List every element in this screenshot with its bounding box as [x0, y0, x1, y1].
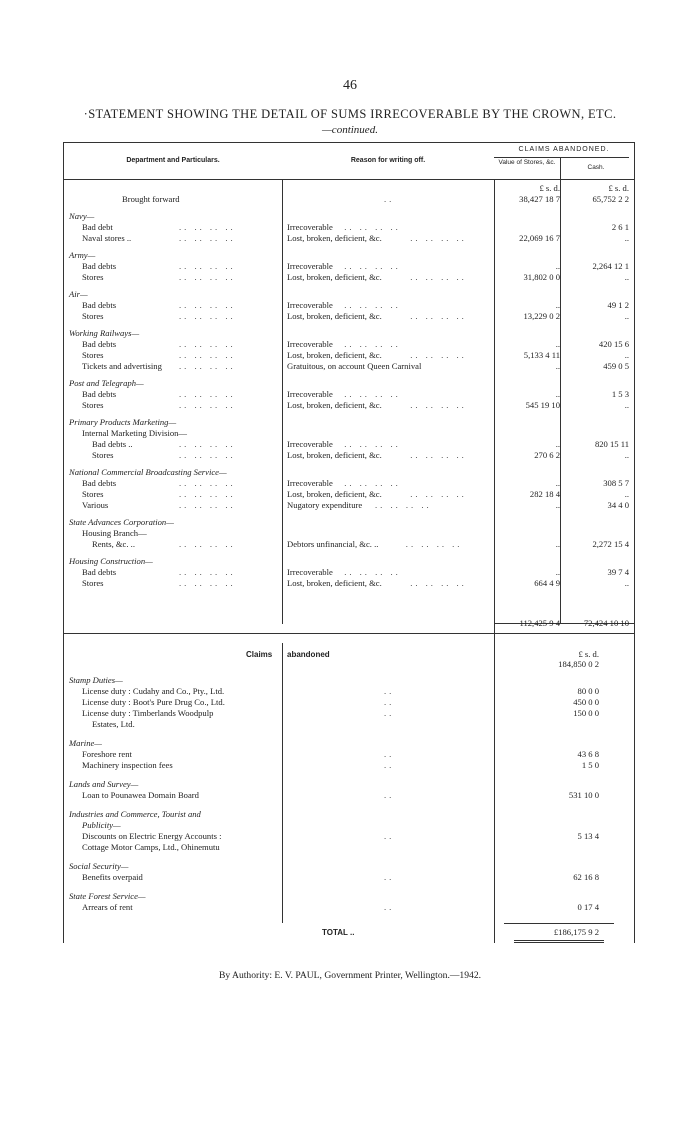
row-reason: Irrecoverable [287, 261, 333, 271]
row-dept: Bad debts [82, 478, 117, 488]
row-value: 545 19 10 [525, 400, 560, 410]
row-value: .. [555, 361, 560, 371]
grand-total-row [64, 927, 634, 938]
lower-dept: Marine— [69, 738, 102, 748]
row-dept: National Commercial Broadcasting Service— [69, 467, 227, 477]
table-row [64, 500, 634, 511]
lower-dept: Publicity— [82, 820, 121, 830]
leader-dots: .. .. .. .. [410, 400, 467, 410]
lower-dept: Loan to Pounawea Domain Board [82, 790, 199, 800]
row-dept: Naval stores .. [82, 233, 132, 243]
row-reason: Lost, broken, deficient, &c. [287, 272, 382, 282]
lower-dept: Lands and Survey— [69, 779, 139, 789]
header-claims: CLAIMS ABANDONED. [518, 146, 610, 153]
row-cash: 2 6 1 [611, 222, 629, 232]
lower-dept: Benefits overpaid [82, 872, 143, 882]
table-row [64, 272, 634, 283]
lower-dept: Arrears of rent [82, 902, 133, 912]
leader-dots: .. .. .. .. [375, 500, 432, 510]
statement-table [63, 142, 635, 943]
row-value: 282 18 4 [529, 489, 560, 499]
lower-row [64, 872, 634, 883]
table-row [64, 489, 634, 500]
lower-row [64, 809, 634, 820]
table-row [64, 417, 634, 428]
lower-amount: 150 0 0 [573, 708, 599, 718]
header-cash: Cash. [587, 164, 605, 171]
claims-total-row [64, 659, 634, 670]
row-value: .. [555, 389, 560, 399]
row-reason: Irrecoverable [287, 478, 333, 488]
row-cash: 49 1 2 [607, 300, 629, 310]
row-dept: Housing Construction— [69, 556, 153, 566]
row-reason: Lost, broken, deficient, &c. [287, 233, 382, 243]
leader-dots: .. .. .. .. [179, 450, 236, 460]
leader-dots: .. .. .. .. [410, 489, 467, 499]
leader-dots: .. [384, 902, 395, 912]
table-row [64, 300, 634, 311]
subtotal-row [64, 618, 634, 629]
row-cash: 308 5 7 [603, 478, 629, 488]
header-reason: Reason for writing off. [350, 157, 426, 164]
row-cash: .. [624, 400, 629, 410]
row-value: 22,069 16 7 [519, 233, 560, 243]
lower-amount: 531 10 0 [568, 790, 599, 800]
row-cash: 420 15 6 [598, 339, 629, 349]
lower-row [64, 842, 634, 853]
row-cash: .. [624, 272, 629, 282]
leader-dots: .. .. .. .. [179, 311, 236, 321]
row-dept: Stores [82, 350, 104, 360]
table-row [64, 222, 634, 233]
row-value: .. [555, 339, 560, 349]
row-value: .. [555, 567, 560, 577]
row-value: .. [555, 261, 560, 271]
leader-dots: .. .. .. .. [179, 567, 236, 577]
leader-dots: .. [384, 760, 395, 770]
unit-value: £ s. d. [539, 183, 560, 193]
row-dept: Various [82, 500, 109, 510]
row-value: .. [555, 539, 560, 549]
leader-dots: .. [384, 194, 395, 204]
lower-row [64, 675, 634, 686]
row-reason: Lost, broken, deficient, &c. [287, 400, 382, 410]
table-row [64, 328, 634, 339]
grand-total: £186,175 9 2 [553, 927, 599, 937]
table-row [64, 378, 634, 389]
row-value: 664 4 9 [534, 578, 560, 588]
row-reason: Irrecoverable [287, 439, 333, 449]
lower-amount: 0 17 4 [577, 902, 599, 912]
leader-dots: .. .. .. .. [179, 439, 236, 449]
row-dept: Stores [82, 311, 104, 321]
lower-amount: 43 6 8 [577, 749, 599, 759]
leader-dots: .. .. .. .. [179, 389, 236, 399]
row-cash: .. [624, 311, 629, 321]
leader-dots: .. [384, 708, 395, 718]
row-dept: Air— [69, 289, 88, 299]
leader-dots: .. .. .. .. [179, 361, 236, 371]
unit-cash: £ s. d. [608, 183, 629, 193]
row-dept: Stores [82, 272, 104, 282]
row-dept: Housing Branch— [82, 528, 147, 538]
leader-dots: .. .. .. .. [410, 578, 467, 588]
row-reason: Irrecoverable [287, 300, 333, 310]
table-header [64, 143, 634, 180]
row-cash: 34 4 0 [607, 500, 629, 510]
table-row [64, 567, 634, 578]
lower-dept: State Forest Service— [69, 891, 146, 901]
lower-row [64, 697, 634, 708]
table-row [64, 528, 634, 539]
row-reason: Irrecoverable [287, 339, 333, 349]
row-value: 13,229 0 2 [523, 311, 560, 321]
leader-dots: .. .. .. .. [179, 500, 236, 510]
table-row [64, 539, 634, 550]
leader-dots: .. [384, 790, 395, 800]
row-reason: Lost, broken, deficient, &c. [287, 578, 382, 588]
lower-row [64, 719, 634, 730]
lower-row [64, 779, 634, 790]
lower-row [64, 738, 634, 749]
row-value: .. [555, 300, 560, 310]
table-row [64, 428, 634, 439]
leader-dots: .. .. .. .. [179, 578, 236, 588]
lower-row [64, 820, 634, 831]
claims-unit: £ s. d. [578, 649, 599, 659]
row-cash: .. [624, 578, 629, 588]
row-dept: Stores [92, 450, 114, 460]
row-cash: .. [624, 450, 629, 460]
leader-dots: .. .. .. .. [179, 478, 236, 488]
row-reason: Irrecoverable [287, 222, 333, 232]
table-row [64, 311, 634, 322]
row-dept: Working Railways— [69, 328, 140, 338]
table-row [64, 478, 634, 489]
leader-dots: .. .. .. .. [344, 300, 401, 310]
lower-dept: Industries and Commerce, Tourist and [69, 809, 201, 819]
leader-dots: .. .. .. .. [179, 261, 236, 271]
lower-dept: Stamp Duties— [69, 675, 123, 685]
units-row [64, 183, 634, 194]
leader-dots: .. .. .. .. [179, 272, 236, 282]
row-cash: 2,272 15 4 [592, 539, 629, 549]
row-dept: Stores [82, 578, 104, 588]
row-dept: Tickets and advertising [82, 361, 162, 371]
lower-amount: 62 16 8 [573, 872, 599, 882]
continued-label: —continued. [322, 124, 378, 136]
lower-row [64, 749, 634, 760]
row-dept: Stores [82, 400, 104, 410]
table-row [64, 400, 634, 411]
leader-dots: .. .. .. .. [179, 400, 236, 410]
row-dept: Primary Products Marketing— [69, 417, 177, 427]
leader-dots: .. .. .. .. [179, 539, 236, 549]
lower-amount: 5 13 4 [577, 831, 599, 841]
leader-dots: .. .. .. .. [410, 311, 467, 321]
leader-dots: .. .. .. .. [179, 300, 236, 310]
lower-row [64, 891, 634, 902]
table-row [64, 517, 634, 528]
leader-dots: .. .. .. .. [179, 233, 236, 243]
lower-row [64, 790, 634, 801]
leader-dots: .. .. .. .. [410, 272, 467, 282]
row-reason: Irrecoverable [287, 567, 333, 577]
row-value: 31,802 0 0 [523, 272, 560, 282]
lower-dept: Cottage Motor Camps, Ltd., Ohinemutu [82, 842, 220, 852]
leader-dots: .. .. .. .. [344, 339, 401, 349]
leader-dots: .. [384, 749, 395, 759]
row-reason: Debtors unfinancial, &c. .. [287, 539, 379, 549]
lower-amount: 1 5 0 [581, 760, 599, 770]
row-reason: Lost, broken, deficient, &c. [287, 489, 382, 499]
leader-dots: .. [384, 831, 395, 841]
lower-dept: Discounts on Electric Energy Accounts : [82, 831, 222, 841]
printer-footer: By Authority: E. V. PAUL, Government Printer, Wellington.—1942. [218, 970, 482, 981]
table-row [64, 289, 634, 300]
table-row [64, 261, 634, 272]
table-row [64, 339, 634, 350]
lower-dept: Estates, Ltd. [92, 719, 135, 729]
subtotal-cash: 72,424 10 10 [583, 618, 629, 628]
table-row [64, 350, 634, 361]
row-cash: 65,752 2 2 [592, 194, 629, 204]
leader-dots: .. .. .. .. [344, 261, 401, 271]
row-dept: Stores [82, 489, 104, 499]
row-dept: Internal Marketing Division— [82, 428, 188, 438]
table-row [64, 361, 634, 372]
row-reason: Irrecoverable [287, 389, 333, 399]
row-value: .. [555, 500, 560, 510]
row-reason: Lost, broken, deficient, &c. [287, 450, 382, 460]
row-reason: Gratuitous, on account Queen Carnival [287, 361, 422, 371]
leader-dots: .. [384, 686, 395, 696]
lower-dept: License duty : Cudahy and Co., Pty., Ltd. [82, 686, 225, 696]
lower-dept: Social Security— [69, 861, 129, 871]
row-reason: Lost, broken, deficient, &c. [287, 311, 382, 321]
lower-row [64, 686, 634, 697]
lower-row [64, 902, 634, 913]
lower-row [64, 861, 634, 872]
lower-dept: License duty : Boot's Pure Drug Co., Ltd. [82, 697, 225, 707]
row-dept: Army— [69, 250, 96, 260]
row-cash: 820 15 11 [594, 439, 629, 449]
table-row [64, 233, 634, 244]
row-cash: .. [624, 233, 629, 243]
lower-dept: Machinery inspection fees [82, 760, 173, 770]
row-cash: 39 7 4 [607, 567, 629, 577]
leader-dots: .. .. .. .. [410, 450, 467, 460]
lower-amount: 80 0 0 [577, 686, 599, 696]
row-dept: Navy— [69, 211, 95, 221]
total-label: TOTAL .. [322, 928, 355, 937]
table-row [64, 194, 634, 205]
subtotal-value: 112,425 9 4 [519, 618, 560, 628]
table-row [64, 211, 634, 222]
leader-dots: .. .. .. .. [179, 222, 236, 232]
leader-dots: .. .. .. .. [405, 539, 463, 549]
row-value: 38,427 18 7 [519, 194, 560, 204]
leader-dots: .. .. .. .. [179, 350, 236, 360]
table-row [64, 578, 634, 589]
lower-dept: License duty : Timberlands Woodpulp [82, 708, 214, 718]
lower-row [64, 708, 634, 719]
leader-dots: .. .. .. .. [344, 389, 401, 399]
lower-dept: Foreshore rent [82, 749, 132, 759]
row-dept: Bad debts .. [92, 439, 133, 449]
table-row [64, 439, 634, 450]
row-dept: Bad debts [82, 389, 117, 399]
row-dept: Bad debts [82, 567, 117, 577]
leader-dots: .. .. .. .. [179, 339, 236, 349]
row-dept: State Advances Corporation— [69, 517, 174, 527]
row-cash: .. [624, 489, 629, 499]
row-reason: Nugatory expenditure [287, 500, 363, 510]
leader-dots: .. .. .. .. [179, 489, 236, 499]
leader-dots: .. .. .. .. [344, 567, 401, 577]
row-dept: Bad debts [82, 261, 117, 271]
row-value: .. [555, 478, 560, 488]
leader-dots: .. .. .. .. [344, 439, 401, 449]
row-value: .. [555, 439, 560, 449]
row-dept: Post and Telegraph— [69, 378, 144, 388]
row-dept: Bad debts [82, 300, 117, 310]
row-dept: Bad debt [82, 222, 113, 232]
claims-total: 184,850 0 2 [558, 659, 599, 669]
row-cash: 1 5 3 [611, 389, 629, 399]
lower-amount: 450 0 0 [573, 697, 599, 707]
lower-row [64, 760, 634, 771]
row-value: 5,133 4 11 [523, 350, 560, 360]
row-dept: Rents, &c. .. [92, 539, 135, 549]
leader-dots: .. [384, 697, 395, 707]
document-title: ·STATEMENT SHOWING THE DETAIL OF SUMS IRRECOVERABLE BY THE CROWN, ETC. [83, 107, 617, 121]
row-value: 270 6 2 [534, 450, 560, 460]
leader-dots: .. .. .. .. [410, 350, 467, 360]
header-value: Value of Stores, &c. [498, 159, 556, 166]
row-cash: 2,264 12 1 [592, 261, 629, 271]
table-row [64, 389, 634, 400]
lower-row [64, 831, 634, 842]
row-dept: Brought forward [122, 194, 180, 204]
leader-dots: .. .. .. .. [344, 222, 401, 232]
claims-label: Claims [246, 650, 273, 659]
table-row [64, 556, 634, 567]
table-row [64, 450, 634, 461]
row-reason: Lost, broken, deficient, &c. [287, 350, 382, 360]
leader-dots: .. .. .. .. [344, 478, 401, 488]
row-cash: .. [624, 350, 629, 360]
row-cash: 459 0 5 [603, 361, 629, 371]
table-row [64, 467, 634, 478]
leader-dots: .. .. .. .. [410, 233, 467, 243]
page-number: 46 [343, 78, 357, 93]
table-row [64, 250, 634, 261]
row-dept: Bad debts [82, 339, 117, 349]
header-dept: Department and Particulars. [126, 157, 220, 164]
leader-dots: .. [384, 872, 395, 882]
abandoned-label: abandoned [287, 650, 330, 659]
